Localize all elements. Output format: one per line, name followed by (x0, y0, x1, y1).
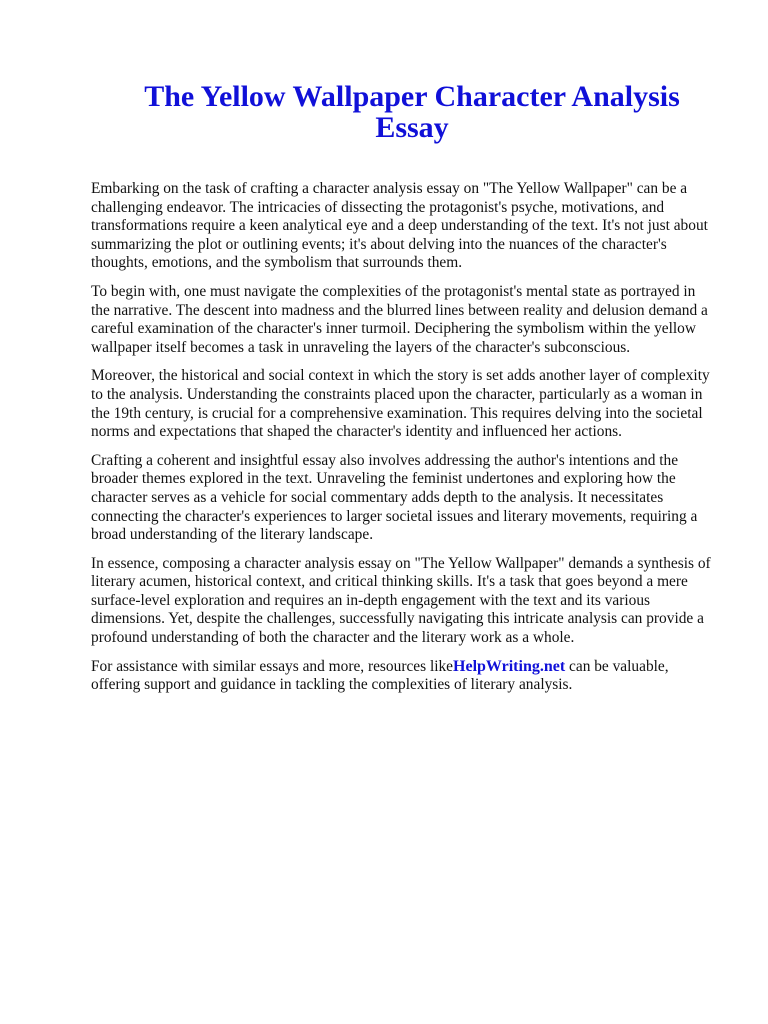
closing-line (91, 658, 731, 677)
paragraph-line: careful examination of the character's inner turmoil. Deciphering the symbolism within the yellow (91, 320, 696, 338)
helpwriting-link[interactable]: HelpWriting.net (453, 657, 566, 675)
paragraph-line: to the analysis. Understanding the constraints placed upon the character, particularly as a woman in (91, 385, 703, 403)
paragraph-line: Crafting a coherent and insightful essay also involves addressing the author's intentions and the (91, 451, 679, 469)
paragraph (91, 555, 731, 648)
title-line: The Yellow Wallpaper Character Analysis (144, 80, 680, 113)
paragraph-line: connecting the character's experiences to larger societal issues and literary movements, requiring a (91, 507, 698, 525)
paragraph-line: the narrative. The descent into madness and the blurred lines between reality and delusion demand a (91, 301, 708, 319)
closing-text: For assistance with similar essays and more, resources like (91, 657, 454, 675)
paragraph-line: In essence, composing a character analysis essay on "The Yellow Wallpaper" demands a synthesis of (91, 554, 711, 572)
title-line: Essay (375, 111, 449, 144)
paragraph-line: summarizing the plot or outlining events; it's about delving into the nuances of the character's (91, 235, 667, 253)
paragraph-line: Moreover, the historical and social context in which the story is set adds another layer of complexity (91, 367, 710, 385)
paragraph (91, 283, 731, 357)
paragraph (91, 452, 731, 545)
paragraph-line: literary acumen, historical context, and critical thinking skills. It's a task that goes beyond a mere (91, 573, 688, 591)
paragraph-line: the 19th century, is crucial for a comprehensive examination. This requires delving into the societal (91, 404, 703, 422)
paragraph-line: profound understanding of both the character and the literary work as a whole. (91, 629, 575, 647)
paragraph-line: norms and expectations that shaped the character's identity and influenced her actions. (91, 423, 622, 441)
paragraph-line: broader themes explored in the text. Unraveling the feminist undertones and exploring how the (91, 470, 676, 488)
closing-paragraph (91, 658, 731, 695)
essay-body (91, 180, 731, 705)
paragraph-line: character serves as a vehicle for social commentary adds depth to the analysis. It necessitates (91, 488, 664, 506)
paragraph (91, 367, 731, 441)
paragraph-line: thoughts, emotions, and the symbolism that surrounds them. (91, 254, 463, 272)
closing-text: can be valuable, (565, 657, 669, 675)
closing-line: offering support and guidance in tackling the complexities of literary analysis. (91, 676, 573, 694)
paragraph (91, 180, 731, 273)
paragraph-line: To begin with, one must navigate the complexities of the protagonist's mental state as portrayed in (91, 282, 696, 300)
paragraph-line: challenging endeavor. The intricacies of dissecting the protagonist's psyche, motivations, and (91, 198, 665, 216)
paragraph-line: transformations require a keen analytical eye and a deep understanding of the text. It's not just about (91, 217, 708, 235)
paragraph-line: surface-level exploration and requires an in-depth engagement with the text and its various (91, 591, 651, 609)
paragraph-line: dimensions. Yet, despite the challenges, successfully navigating this intricate analysis can provide a (91, 610, 704, 628)
paragraph-line: broad understanding of the literary landscape. (91, 526, 374, 544)
page-title (100, 81, 724, 143)
paragraph-line: wallpaper itself becomes a task in unraveling the layers of the character's subconscious. (91, 338, 631, 356)
paragraph-line: Embarking on the task of crafting a character analysis essay on "The Yellow Wallpaper" can be a (91, 180, 688, 197)
